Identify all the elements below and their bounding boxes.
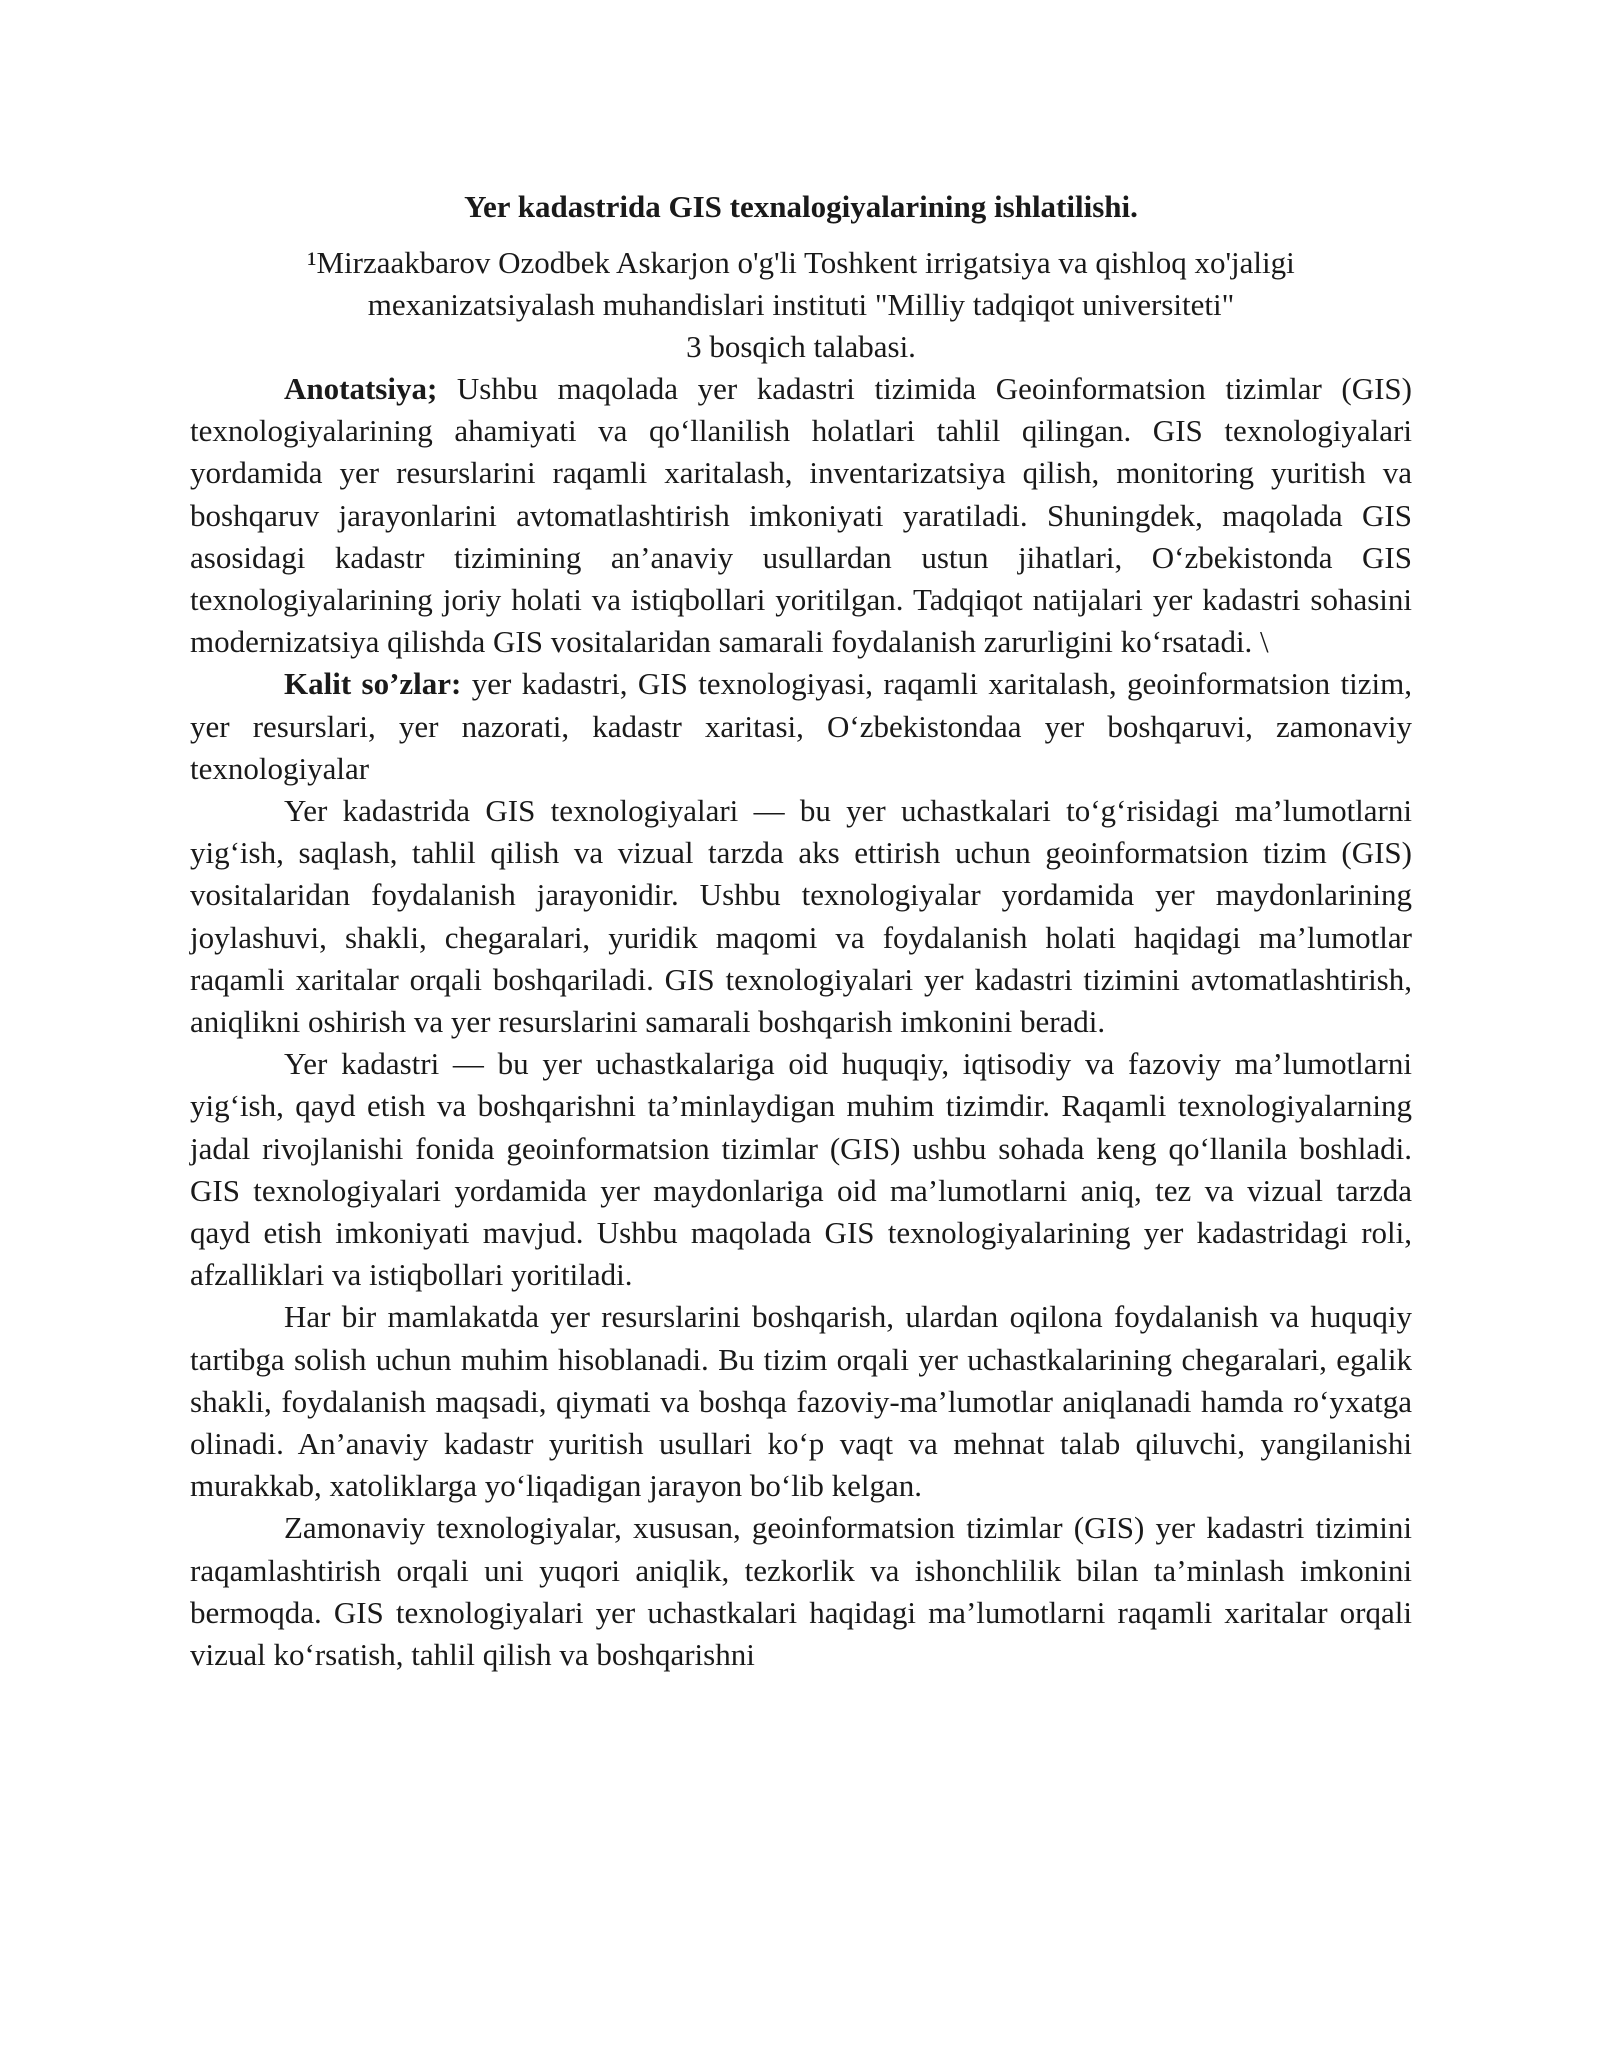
keywords-paragraph — [190, 663, 1412, 790]
keywords-label: Kalit so’zlar: — [284, 666, 462, 702]
document-title: Yer kadastrida GIS texnalogiyalarining ishlatilishi. — [464, 189, 1138, 224]
abstract-label: Anotatsiya; — [284, 371, 438, 406]
body-paragraph: Har bir mamlakatda yer resurslarini boshqarish, ulardan oqilona foydalanish va huquqiy tartibga solish uchun muhim hisoblanadi. Bu tizim orqali yer uchastkalarining chegaralari, egalik shakli, foydalanish maqsadi, qiymati va boshqa fazoviy-ma’lumotlar aniqlanadi hamda ro‘yxatga olinadi. An’anaviy kadastr yuritish usullari ko‘p vaqt va mehnat talab qiluvchi, yangilanishi murakkab, xatoliklarga yo‘liqadigan jarayon bo‘lib kelgan. — [190, 1299, 1412, 1504]
keywords-text: yer kadastri, GIS texnologiyasi, raqamli xaritalash, geoinformatsion tizim, yer resurslari, yer nazorati, kadastr xaritasi, O‘zbekistondaa yer boshqaruvi, zamonaviy texnologiyalar — [190, 666, 1412, 786]
abstract-text: Ushbu maqolada yer kadastri tizimida Geoinformatsion tizimlar (GIS) texnologiyalarining ahamiyati va qo‘llanilish holatlari tahlil qilingan. GIS texnologiyalari yordamida yer resurslarini raqamli xaritalash, inventarizatsiya qilish, monitoring yuritish va boshqaruv jarayonlarini avtomatlashtirish imkoniyati yaratiladi. Shuningdek, maqolada GIS asosidagi kadastr tizimining an’anaviy usullardan ustun jihatlari, O‘zbekistonda GIS texnologiyalarining joriy holati va istiqbollari yoritilgan. Tadqiqot natijalari yer kadastri sohasini modernizatsiya qilishda GIS vositalaridan samarali foydalanish zarurligini ko‘rsatadi. \ — [190, 371, 1412, 660]
abstract-paragraph — [190, 368, 1412, 663]
document-page — [190, 186, 1412, 1676]
body-paragraph: Yer kadastri — bu yer uchastkalariga oid huquqiy, iqtisodiy va fazoviy ma’lumotlarni yig‘ish, qayd etish va boshqarishni ta’minlaydigan muhim tizimdir. Raqamli texnologiyalarning jadal rivojlanishi fonida geoinformatsion tizimlar (GIS) ushbu sohada keng qo‘llanila boshladi. GIS texnologiyalari yordamida yer maydonlariga oid ma’lumotlarni aniq, tez va vizual tarzda qayd etish imkoniyati mavjud. Ushbu maqolada GIS texnologiyalarining yer kadastridagi roli, afzalliklari va istiqbollari yoritiladi. — [190, 1046, 1412, 1293]
author-line: 3 bosqich talabasi. — [686, 329, 916, 364]
author-line: mexanizatsiyalash muhandislari instituti "Milliy tadqiqot universiteti" — [367, 287, 1235, 322]
author-affiliation — [190, 242, 1412, 368]
body-paragraph: Zamonaviy texnologiyalar, xususan, geoinformatsion tizimlar (GIS) yer kadastri tizimini raqamlashtirish orqali uni yuqori aniqlik, tezkorlik va ishonchlilik bilan ta’minlash imkonini bermoqda. GIS texnologiyalari yer uchastkalari haqidagi ma’lumotlarni raqamli xaritalar orqali vizual ko‘rsatish, tahlil qilish va boshqarishni — [190, 1510, 1412, 1673]
body-paragraph: Yer kadastrida GIS texnologiyalari — bu yer uchastkalari to‘g‘risidagi ma’lumotlarni yig‘ish, saqlash, tahlil qilish va vizual tarzda aks ettirish uchun geoinformatsion tizim (GIS) vositalaridan foydalanish jarayonidir. Ushbu texnologiyalar yordamida yer maydonlarining joylashuvi, shakli, chegaralari, yuridik maqomi va foydalanish holati haqidagi ma’lumotlar raqamli xaritalar orqali boshqariladi. GIS texnologiyalari yer kadastri tizimini avtomatlashtirish, aniqlikni oshirish va yer resurslarini samarali boshqarish imkonini beradi. — [190, 793, 1412, 1040]
author-line: ¹Mirzaakbarov Ozodbek Askarjon o'g'li Toshkent irrigatsiya va qishloq xo'jaligi — [307, 245, 1295, 280]
